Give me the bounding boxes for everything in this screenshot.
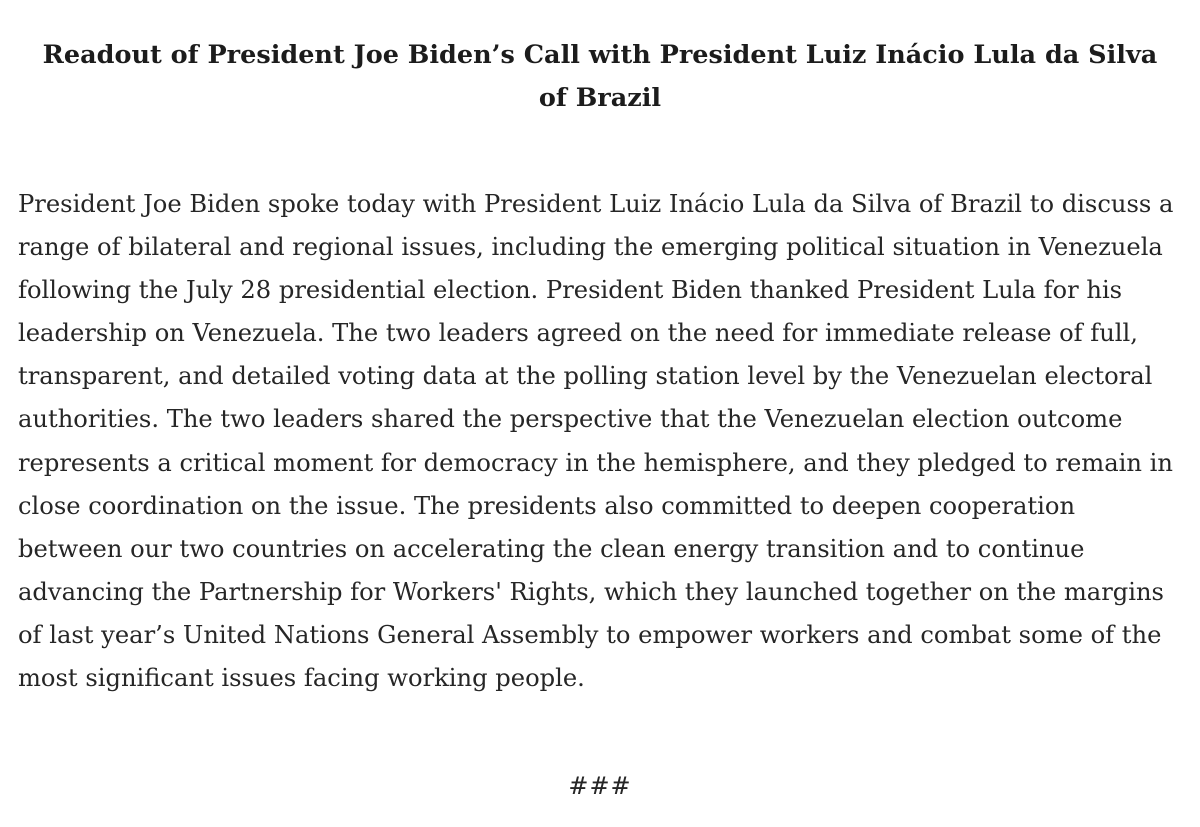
document-title: Readout of President Joe Biden’s Call with President Luiz Inácio Lula da Silva of Brazil (42, 40, 1158, 113)
end-of-document-mark: ### (568, 772, 632, 800)
document-body-paragraph: President Joe Biden spoke today with President Luiz Inácio Lula da Silva of Brazil to discuss a range of bilateral and regional issues, including the emerging political situation in Venezuela following the July 28 presidential election. President Biden thanked President Lula for his leadership on Venezuela. The two leaders agreed on the need for immediate release of full, transparent, and detailed voting data at the polling station level by the Venezuelan electoral authorities. The two leaders shared the perspective that the Venezuelan election outcome represents a critical moment for democracy in the hemisphere, and they pledged to remain in close coordination on the issue. The presidents also committed to deepen cooperation between our two countries on accelerating the clean energy transition and to continue advancing the Partnership for Workers' Rights, which they launched together on the margins of last year’s United Nations General Assembly to empower workers and combat some of the most significant issues facing working people. (18, 190, 1174, 693)
